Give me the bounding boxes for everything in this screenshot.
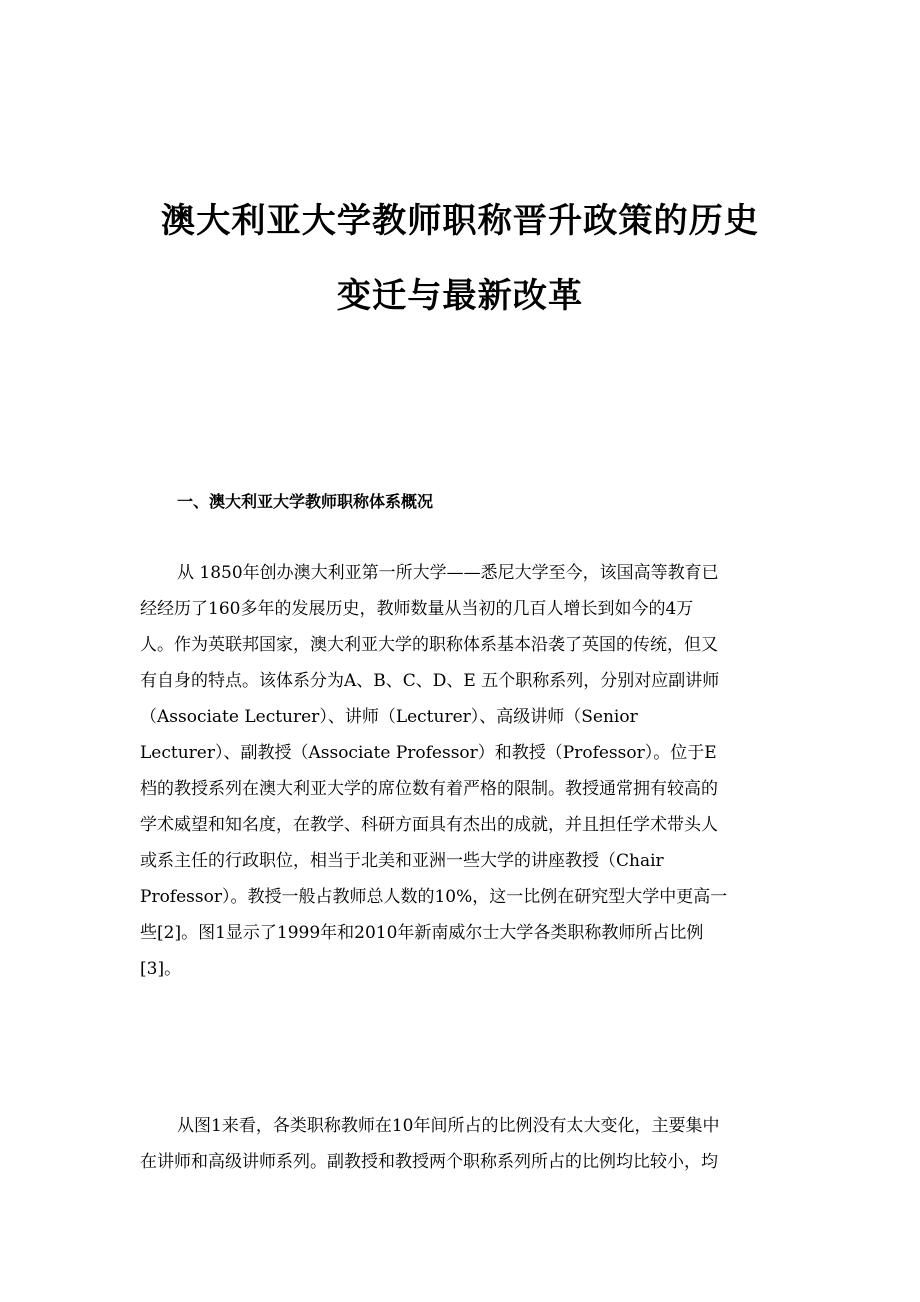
paragraph-line: 在讲师和高级讲师系列。副教授和教授两个职称系列所占的比例均比较小，均 — [140, 1152, 718, 1172]
paragraph-line: 从图1来看，各类职称教师在10年间所占的比例没有太大变化，主要集中 — [177, 1116, 720, 1136]
paragraph-line: 或系主任的行政职位，相当于北美和亚洲一些大学的讲座教授（Chair — [140, 851, 664, 871]
paragraph-line: Professor）。教授一般占教师总人数的10%，这一比例在研究型大学中更高一 — [140, 887, 728, 907]
paragraph-line: 有自身的特点。该体系分为A、B、C、D、E 五个职称系列，分别对应副讲师 — [140, 671, 720, 691]
document-title-line-2: 变迁与最新改革 — [336, 276, 584, 316]
paragraph-line: [3]。 — [140, 959, 182, 979]
paragraph-line: 学术威望和知名度，在教学、科研方面具有杰出的成就，并且担任学术带头人 — [140, 815, 718, 835]
paragraph-line: 从 1850年创办澳大利亚第一所大学——悉尼大学至今，该国高等教育已 — [177, 563, 719, 583]
paragraph-line: 人。作为英联邦国家，澳大利亚大学的职称体系基本沿袭了英国的传统，但又 — [140, 635, 718, 655]
document-title-line-1: 澳大利亚大学教师职称晋升政策的历史 — [160, 201, 760, 241]
paragraph-line: （Associate Lecturer）、讲师（Lecturer）、高级讲师（Senior — [140, 707, 638, 727]
paragraph-line: Lecturer）、副教授（Associate Professor）和教授（Professor）。位于E — [140, 743, 717, 763]
paragraph-line: 经经历了160多年的发展历史，教师数量从当初的几百人增长到如今的4万 — [140, 599, 694, 619]
paragraph-line: 档的教授系列在澳大利亚大学的席位数有着严格的限制。教授通常拥有较高的 — [140, 779, 718, 799]
section-heading: 一、澳大利亚大学教师职称体系概况 — [177, 492, 434, 511]
paragraph-line: 些[2]。图1显示了1999年和2010年新南威尔士大学各类职称教师所占比例 — [140, 923, 704, 943]
